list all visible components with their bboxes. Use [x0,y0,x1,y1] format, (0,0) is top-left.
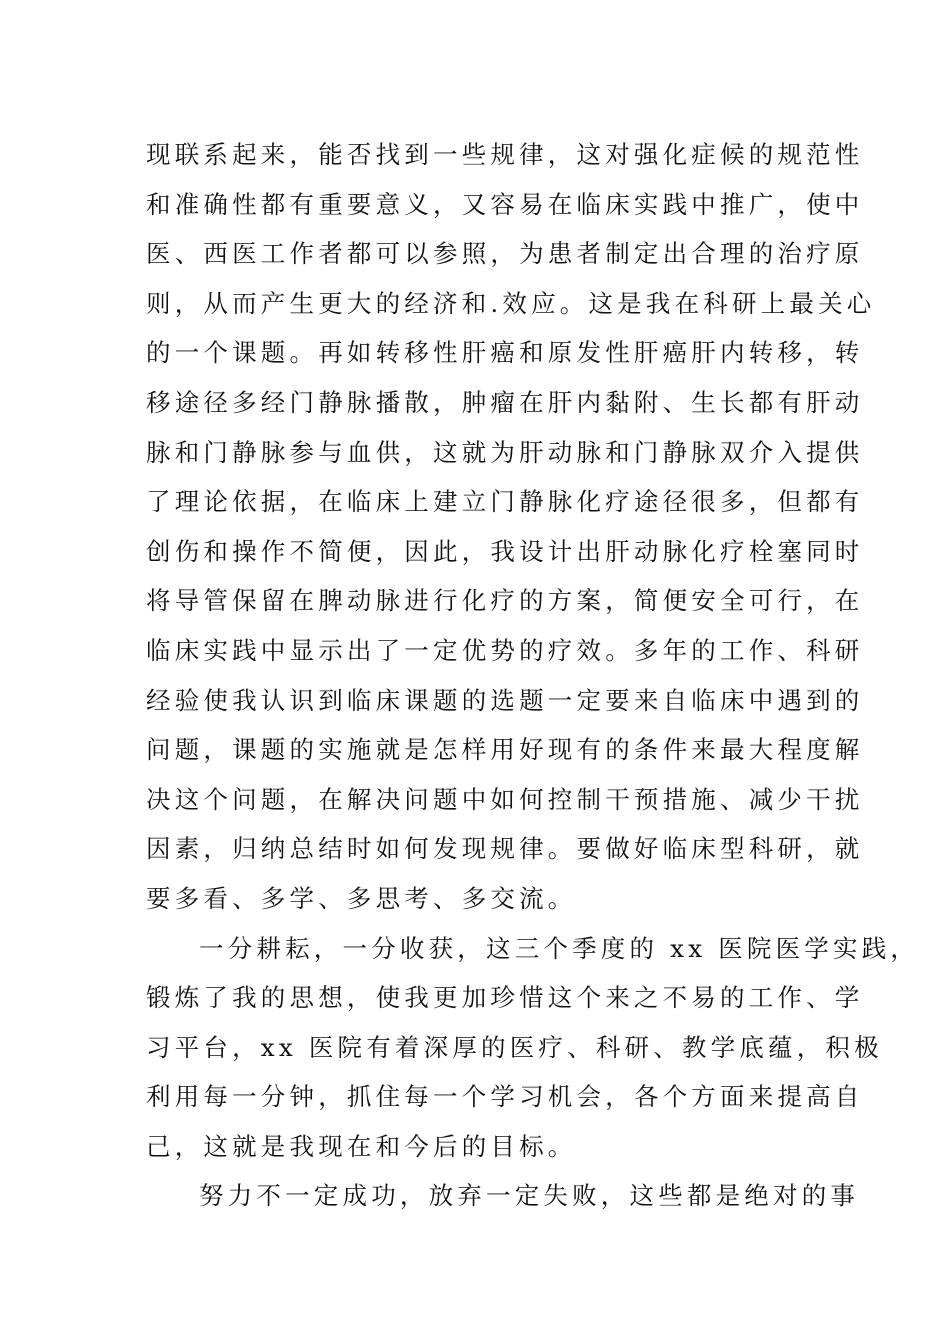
text-line: 己，这就是我现在和今后的目标。 [146,1131,577,1161]
text-line: 锻炼了我的思想，使我更加珍惜这个来之不易的工作、学 [146,983,864,1013]
text-line: 决这个问题，在解决问题中如何控制干预措施、减少干扰 [146,784,864,814]
text-line: 问题，课题的实施就是怎样用好现有的条件来最大程度解 [146,735,864,765]
text-line: 现联系起来，能否找到一些规律，这对强化症候的规范性 [146,140,864,169]
paragraph [146,130,876,924]
body-text [146,130,920,1221]
text-line: 临床实践中显示出了一定优势的疗效。多年的工作、科研 [146,635,864,665]
text-line: 习平台，xx 医院有着深厚的医疗、科研、教学底蕴，积极 [146,1032,883,1062]
text-line: 利用每一分钟，抓住每一个学习机会，各个方面来提高自 [146,1082,864,1112]
paragraph [146,924,920,1172]
text-line: 经验使我认识到临床课题的选题一定要来自临床中遇到的 [146,685,864,715]
text-line: 一分耕耘，一分收获，这三个季度的 xx 医院医学实践， [199,933,920,963]
text-line: 了理论依据，在临床上建立门静脉化疗途径很多，但都有 [146,487,864,517]
paragraph [146,1171,860,1221]
text-line: 将导管保留在脾动脉进行化疗的方案，简便安全可行，在 [146,586,864,616]
text-line: 要多看、多学、多思考、多交流。 [146,883,577,913]
text-line: 脉和门静脉参与血供，这就为肝动脉和门静脉双介入提供 [146,437,864,467]
text-line: 医、西医工作者都可以参照，为患者制定出合理的治疗原 [146,239,864,269]
text-line: 的一个课题。再如转移性肝癌和原发性肝癌肝内转移，转 [146,338,864,368]
text-line: 则，从而产生更大的经济和.效应。这是我在科研上最关心 [146,288,876,318]
text-line: 努力不一定成功，放弃一定失败，这些都是绝对的事 [199,1181,860,1211]
text-line: 因素，归纳总结时如何发现规律。要做好临床型科研，就 [146,834,864,864]
text-line: 移途径多经门静脉播散，肿瘤在肝内黏附、生长都有肝动 [146,387,864,417]
text-line: 和准确性都有重要意义，又容易在临床实践中推广，使中 [146,189,864,219]
text-line: 创伤和操作不简便，因此，我设计出肝动脉化疗栓塞同时 [146,536,864,566]
